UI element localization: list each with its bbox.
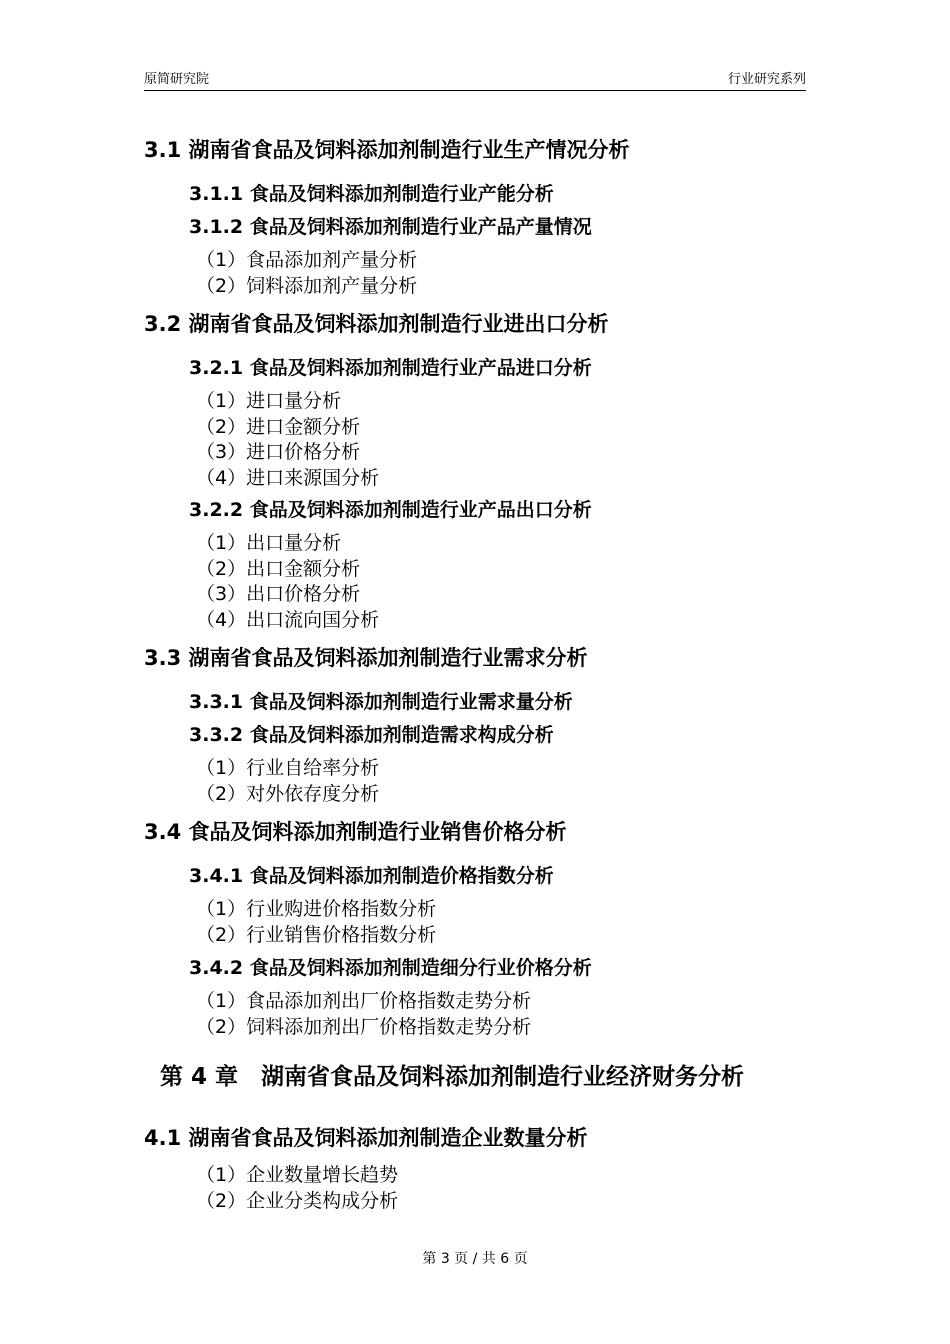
toc-item: （1）出口量分析: [196, 532, 342, 554]
header-org-name: 原简研究院: [144, 72, 210, 87]
toc-item: （1）行业自给率分析: [196, 757, 380, 779]
toc-item: （3）进口价格分析: [196, 441, 361, 463]
toc-subsection-3-2-2: 3.2.2 食品及饲料添加剂制造行业产品出口分析: [189, 499, 592, 521]
toc-section-3-4: 3.4 食品及饲料添加剂制造行业销售价格分析: [144, 820, 567, 844]
toc-item: （1）企业数量增长趋势: [196, 1164, 399, 1186]
toc-section-3-2: 3.2 湖南省食品及饲料添加剂制造行业进出口分析: [144, 312, 609, 336]
toc-item: （4）出口流向国分析: [196, 609, 380, 631]
header-series-name: 行业研究系列: [727, 72, 806, 87]
toc-item: （2）进口金额分析: [196, 416, 361, 438]
toc-subsection-3-3-2: 3.3.2 食品及饲料添加剂制造需求构成分析: [189, 724, 554, 746]
toc-section-3-1: 3.1 湖南省食品及饲料添加剂制造行业生产情况分析: [144, 138, 630, 162]
toc-item: （2）行业销售价格指数分析: [196, 924, 437, 946]
toc-subsection-3-4-1: 3.4.1 食品及饲料添加剂制造价格指数分析: [189, 865, 554, 887]
toc-item: （2）饲料添加剂出厂价格指数走势分析: [196, 1016, 532, 1038]
toc-item: （1）食品添加剂产量分析: [196, 249, 418, 271]
toc-item: （2）对外依存度分析: [196, 783, 380, 805]
toc-item: （1）行业购进价格指数分析: [196, 898, 437, 920]
toc-subsection-3-4-2: 3.4.2 食品及饲料添加剂制造细分行业价格分析: [189, 957, 592, 979]
toc-item: （2）企业分类构成分析: [196, 1190, 399, 1212]
toc-subsection-3-1-1: 3.1.1 食品及饲料添加剂制造行业产能分析: [189, 183, 554, 205]
toc-section-3-3: 3.3 湖南省食品及饲料添加剂制造行业需求分析: [144, 646, 588, 670]
toc-item: （1）进口量分析: [196, 390, 342, 412]
toc-item: （2）饲料添加剂产量分析: [196, 275, 418, 297]
toc-subsection-3-1-2: 3.1.2 食品及饲料添加剂制造行业产品产量情况: [189, 216, 592, 238]
toc-item: （1）食品添加剂出厂价格指数走势分析: [196, 990, 532, 1012]
toc-subsection-3-2-1: 3.2.1 食品及饲料添加剂制造行业产品进口分析: [189, 357, 592, 379]
toc-item: （4）进口来源国分析: [196, 467, 380, 489]
toc-subsection-3-3-1: 3.3.1 食品及饲料添加剂制造行业需求量分析: [189, 691, 573, 713]
toc-item: （2）出口金额分析: [196, 558, 361, 580]
toc-item: （3）出口价格分析: [196, 583, 361, 605]
page-header: [144, 66, 806, 91]
page-footer: 第 3 页 / 共 6 页: [422, 1251, 528, 1267]
toc-chapter-4: 第 4 章 湖南省食品及饲料添加剂制造行业经济财务分析: [160, 1064, 745, 1090]
toc-section-4-1: 4.1 湖南省食品及饲料添加剂制造企业数量分析: [144, 1126, 588, 1150]
